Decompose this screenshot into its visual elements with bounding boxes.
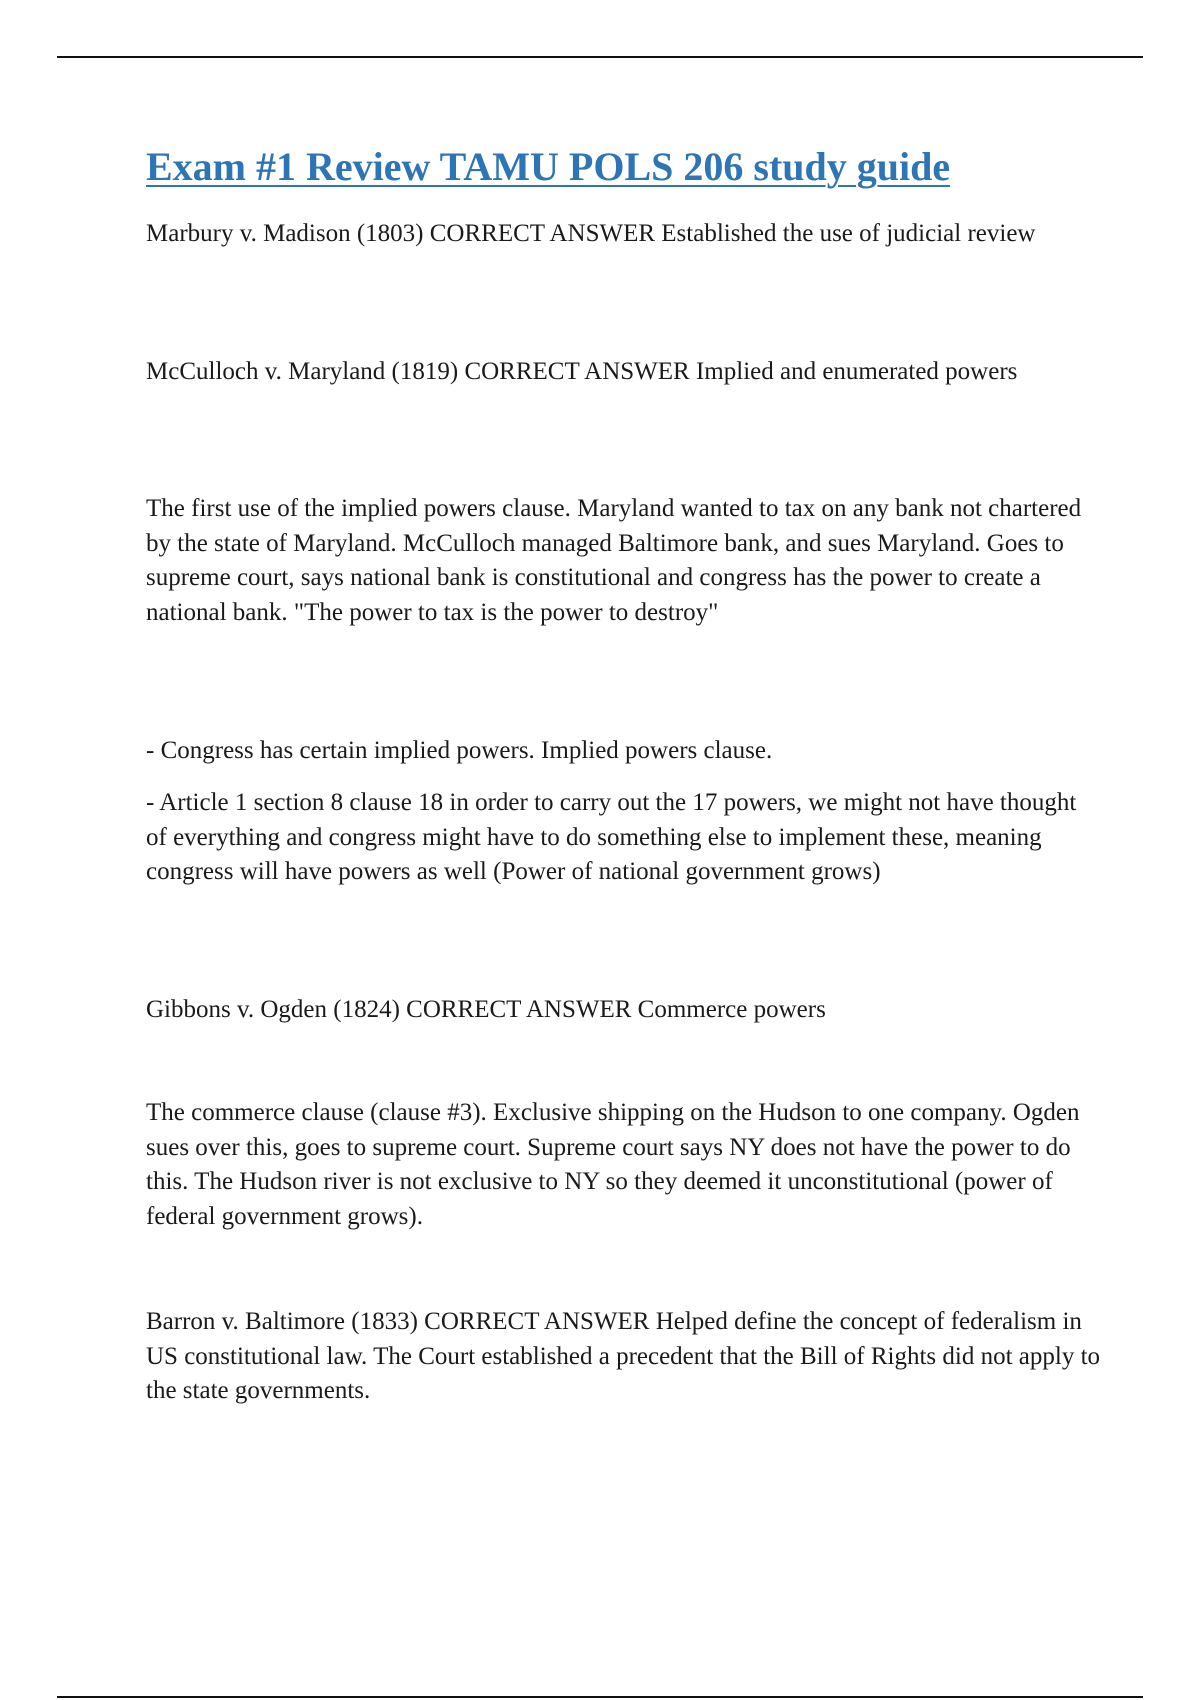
page-title[interactable]: Exam #1 Review TAMU POLS 206 study guide — [146, 144, 951, 189]
paragraph-gibbons-v-ogden: Gibbons v. Ogden (1824) CORRECT ANSWER Commerce powers — [146, 996, 826, 1023]
paragraph-barron-v-baltimore: Barron v. Baltimore (1833) CORRECT ANSWER Helped define the concept of federalism in US constitutional law. The Court established a precedent that the Bill of Rights did not apply to the state governments. — [146, 1308, 1101, 1404]
paragraph-commerce-clause-explanation: The commerce clause (clause #3). Exclusive shipping on the Hudson to one company. Ogden sues over this, goes to supreme court. Supreme court says NY does not have the power to do this. The Hudson river is not exclusive to NY so they deemed it unconstitutional (power of federal government grows). — [146, 1099, 1080, 1230]
bullet-congress-implied-powers: - Congress has certain implied powers. Implied powers clause. — [146, 737, 773, 764]
header-rule — [57, 56, 1143, 58]
paragraph-implied-powers-explanation: The first use of the implied powers clause. Maryland wanted to tax on any bank not chartered by the state of Maryland. McCulloch managed Baltimore bank, and sues Maryland. Goes to supreme court, says national bank is constitutional and congress has the power to create a national bank. "The power to tax is the power to destroy" — [146, 495, 1082, 626]
paragraph-mcculloch-v-maryland: McCulloch v. Maryland (1819) CORRECT ANSWER Implied and enumerated powers — [146, 358, 1018, 385]
footer-rule — [57, 1696, 1143, 1698]
paragraph-marbury-v-madison: Marbury v. Madison (1803) CORRECT ANSWER Established the use of judicial review — [146, 220, 1036, 247]
bullet-article-1-section-8: - Article 1 section 8 clause 18 in order to carry out the 17 powers, we might not have thought of everything and congress might have to do something else to implement these, meaning congress will have powers as well (Power of national government grows) — [146, 789, 1077, 885]
